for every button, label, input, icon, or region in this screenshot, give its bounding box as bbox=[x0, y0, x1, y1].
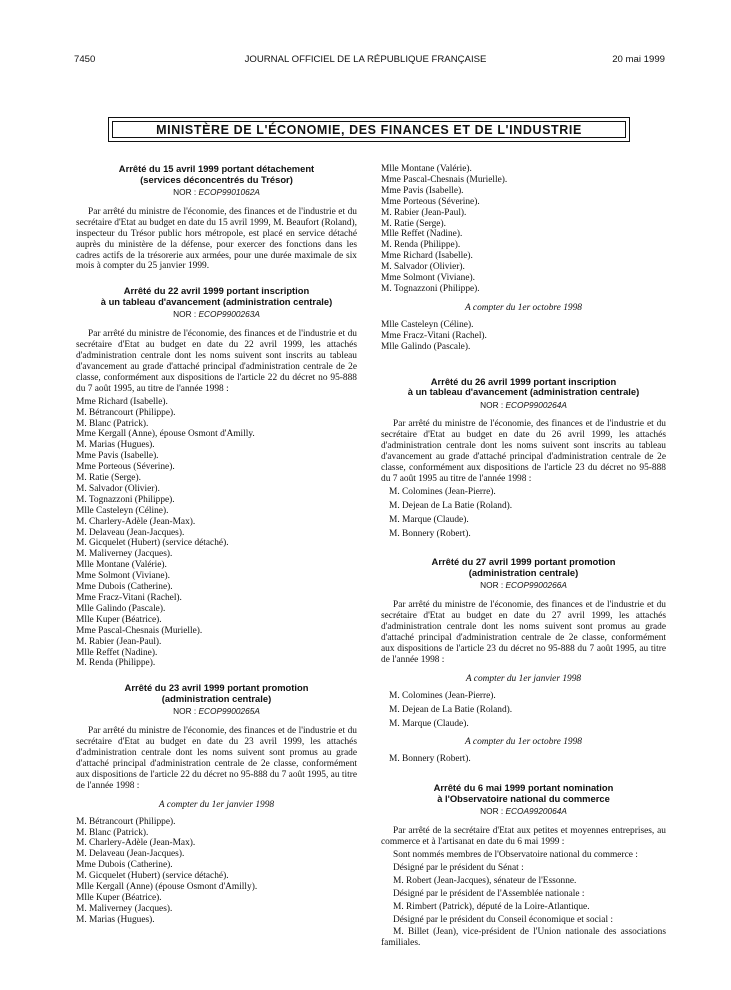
ministry-title: MINISTÈRE DE L'ÉCONOMIE, DES FINANCES ET DE L'INDUSTRIE bbox=[112, 121, 626, 138]
person-name: M. Dejean de La Batie (Roland). bbox=[389, 704, 513, 715]
decision-text: Par arrêté du ministre de l'économie, des finances et de l'industrie et du secrétaire d'Etat au budget en date du 15 avril 1999, M. Beaufort (Roland), inspecteur du Trésor public hors métropole, est placé en service détaché auprès du ministère de la défense, pour exercer des fonctions dans les cadres actifs de la trésorerie aux armées, pour une durée maximale de six mois à compter du 25 janvier 1999. bbox=[76, 206, 357, 272]
person-name: M. Bétrancourt (Philippe). bbox=[76, 407, 176, 418]
person-name: Mme Dubois (Catherine). bbox=[76, 860, 173, 871]
name-list bbox=[76, 397, 357, 670]
person-name: M. Charlery-Adèle (Jean-Max). bbox=[76, 516, 196, 527]
page-number: 7450 bbox=[74, 54, 96, 65]
arrete-26-avril bbox=[381, 377, 666, 540]
appointment-lines bbox=[381, 850, 666, 949]
person-name: M. Bonnery (Robert). bbox=[389, 754, 471, 765]
person-name: M. Marque (Claude). bbox=[389, 514, 469, 525]
appointment-line: Sont nommés membres de l'Observatoire national du commerce : bbox=[393, 849, 638, 860]
person-name: Mme Dubois (Catherine). bbox=[76, 582, 173, 593]
appointment-line: M. Robert (Jean-Jacques), sénateur de l'Essonne. bbox=[393, 875, 577, 886]
person-name: M. Delaveau (Jean-Jacques). bbox=[76, 849, 185, 860]
person-name: Mme Pavis (Isabelle). bbox=[381, 185, 464, 196]
appointment-line: Désigné par le président du Conseil économique et social : bbox=[393, 914, 613, 925]
person-name: M. Colomines (Jean-Pierre). bbox=[389, 690, 496, 701]
appointment-line: M. Rimbert (Patrick), député de la Loire-Atlantique. bbox=[393, 901, 590, 912]
arrete-6-mai bbox=[381, 783, 666, 949]
nor-reference: NOR : ECOP9900264A bbox=[480, 399, 567, 410]
decision-text: Par arrêté du ministre de l'économie, des finances et de l'industrie et du secrétaire d'Etat au budget en date du 26 avril 1999, les attachés d'administration centrale dont les noms suivent sont inscrits au tableau d'avancement au grade d'attaché principal d'administration centrale de 2e classe, conformément aux dispositions de l'article 23 du décret no 95-888 du 7 août 1995 au titre de l'année 1998 : bbox=[381, 419, 666, 484]
nor-reference: NOR : ECOP9900265A bbox=[173, 706, 260, 717]
name-list bbox=[381, 754, 666, 765]
person-name: Mlle Kuper (Béatrice). bbox=[76, 614, 162, 625]
section-title: Arrêté du 15 avril 1999 portant détachement (services déconcentrés du Trésor) bbox=[118, 163, 315, 185]
effective-date-caption: A compter du 1er janvier 1998 bbox=[465, 673, 582, 684]
person-name: M. Charlery-Adèle (Jean-Max). bbox=[76, 838, 196, 849]
person-name: M. Marque (Claude). bbox=[389, 718, 469, 729]
person-name: Mlle Galindo (Pascale). bbox=[76, 603, 166, 614]
person-name: M. Delaveau (Jean-Jacques). bbox=[76, 527, 185, 538]
effective-date-caption: A compter du 1er octobre 1998 bbox=[465, 737, 582, 748]
name-list-continued-2 bbox=[381, 320, 666, 353]
effective-date-caption: A compter du 1er octobre 1998 bbox=[465, 302, 582, 313]
person-name: M. Salvador (Olivier). bbox=[76, 483, 160, 494]
person-name: Mlle Casteleyn (Céline). bbox=[381, 319, 474, 330]
person-name: M. Renda (Philippe). bbox=[76, 658, 156, 669]
arrete-27-avril bbox=[381, 557, 666, 765]
person-name: Mme Pavis (Isabelle). bbox=[76, 451, 159, 462]
person-name: Mlle Kergall (Anne) (épouse Osmont d'Amilly). bbox=[76, 882, 258, 893]
person-name: Mme Solmont (Viviane). bbox=[381, 273, 475, 284]
person-name: M. Marias (Hugues). bbox=[76, 440, 155, 451]
person-name: M. Blanc (Patrick). bbox=[76, 418, 149, 429]
person-name: Mlle Reffet (Nadine). bbox=[76, 647, 158, 658]
right-column bbox=[381, 164, 666, 963]
appointment-line: M. Billet (Jean), vice-président de l'Union nationale des associations familiales. bbox=[381, 927, 666, 949]
person-name: Mme Solmont (Viviane). bbox=[76, 571, 170, 582]
person-name: M. Marias (Hugues). bbox=[76, 914, 155, 925]
person-name: Mlle Galindo (Pascale). bbox=[381, 341, 471, 352]
person-name: M. Gicquelet (Hubert) (service détaché). bbox=[76, 538, 229, 549]
ministry-banner bbox=[108, 117, 630, 142]
person-name: M. Maliverney (Jacques). bbox=[76, 549, 173, 560]
nor-reference: NOR : ECOP9900263A bbox=[173, 309, 260, 320]
person-name: M. Rabier (Jean-Paul). bbox=[76, 636, 162, 647]
person-name: Mlle Reffet (Nadine). bbox=[381, 229, 463, 240]
person-name: M. Renda (Philippe). bbox=[381, 240, 461, 251]
arrete-23-avril bbox=[76, 683, 357, 925]
person-name: Mme Pascal-Chesnais (Murielle). bbox=[76, 625, 203, 636]
decision-text: Par arrêté du ministre de l'économie, des finances et de l'industrie et du secrétaire d'Etat au budget en date du 22 avril 1999, les attachés d'administration centrale dont les noms suivent sont inscrits au tableau d'avancement au grade d'attaché principal d'administration centrale de 2e classe, conformément aux dispositions de l'article 22 du décret no 95-888 du 7 août 1995, au titre de l'année 1998 : bbox=[76, 329, 357, 394]
person-name: Mme Porteous (Séverine). bbox=[381, 196, 480, 207]
section-title: Arrêté du 22 avril 1999 portant inscription à un tableau d'avancement (administration centrale) bbox=[100, 285, 333, 307]
person-name: Mme Fracz-Vitani (Rachel). bbox=[76, 593, 182, 603]
name-list bbox=[76, 817, 357, 926]
decision-text: Par arrêté de la secrétaire d'Etat aux petites et moyennes entreprises, au commerce et à l'artisanat en date du 6 mai 1999 : bbox=[381, 826, 666, 848]
person-name: M. Gicquelet (Hubert) (service détaché). bbox=[76, 871, 229, 882]
appointment-line: Désigné par le président du Sénat : bbox=[393, 862, 524, 873]
decision-text: Par arrêté du ministre de l'économie, des finances et de l'industrie et du secrétaire d'Etat au budget en date du 23 avril 1999, les attachés d'administration centrale dont les noms suivent sont promus au grade d'attaché principal d'administration centrale de 2e classe, conformément aux dispositions de l'article 22 du décret no 95-888 du 7 août 1995, au titre de l'année 1998 : bbox=[76, 726, 357, 791]
nor-reference: NOR : ECOP9901062A bbox=[173, 187, 260, 197]
person-name: Mme Richard (Isabelle). bbox=[76, 396, 168, 407]
appointment-line: Désigné par le président de l'Assemblée nationale : bbox=[393, 888, 585, 899]
left-column bbox=[76, 164, 357, 940]
person-name: M. Dejean de La Batie (Roland). bbox=[389, 500, 513, 511]
section-title: Arrêté du 27 avril 1999 portant promotion (administration centrale) bbox=[431, 556, 616, 578]
person-name: M. Rabier (Jean-Paul). bbox=[381, 207, 467, 218]
person-name: Mme Kergall (Anne), épouse Osmont d'Amilly. bbox=[76, 429, 255, 440]
name-list bbox=[381, 691, 666, 730]
person-name: Mlle Casteleyn (Céline). bbox=[76, 505, 169, 516]
person-name: Mme Fracz-Vitani (Rachel). bbox=[381, 330, 487, 341]
name-list-continued bbox=[381, 164, 666, 295]
person-name: Mme Porteous (Séverine). bbox=[76, 462, 175, 473]
person-name: M. Ratie (Serge). bbox=[381, 218, 446, 229]
decision-text: Par arrêté du ministre de l'économie, des finances et de l'industrie et du secrétaire d'Etat au budget en date du 27 avril 1999, les attachés d'administration centrale dont les noms suivent sont promus au grade d'attaché principal d'administration centrale de 2e classe, conformément aux dispositions de l'article 23 du décret no 95-888 du 7 août 1995, au titre de l'année 1998 : bbox=[381, 600, 666, 665]
name-list bbox=[381, 487, 666, 540]
person-name: M. Maliverney (Jacques). bbox=[76, 903, 173, 914]
arrete-22-avril bbox=[76, 286, 357, 669]
person-name: Mlle Montane (Valérie). bbox=[76, 560, 167, 571]
person-name: M. Ratie (Serge). bbox=[76, 473, 141, 484]
person-name: Mme Richard (Isabelle). bbox=[381, 251, 473, 262]
arrete-15-avril bbox=[76, 164, 357, 272]
section-title: Arrêté du 26 avril 1999 portant inscription à un tableau d'avancement (administration centrale) bbox=[407, 375, 640, 397]
person-name: M. Colomines (Jean-Pierre). bbox=[389, 486, 496, 497]
section-title: Arrêté du 6 mai 1999 portant nomination à l'Observatoire national du commerce bbox=[433, 782, 614, 804]
section-title: Arrêté du 23 avril 1999 portant promotion (administration centrale) bbox=[124, 682, 309, 704]
person-name: M. Blanc (Patrick). bbox=[76, 827, 149, 838]
person-name: M. Tognazzoni (Philippe). bbox=[381, 283, 480, 294]
page-header bbox=[0, 54, 731, 66]
person-name: M. Salvador (Olivier). bbox=[381, 262, 465, 273]
person-name: M. Tognazzoni (Philippe). bbox=[76, 494, 175, 505]
person-name: M. Bétrancourt (Philippe). bbox=[76, 816, 176, 827]
nor-reference: NOR : ECOP9900266A bbox=[480, 580, 567, 591]
issue-date: 20 mai 1999 bbox=[612, 54, 665, 65]
person-name: Mlle Montane (Valérie). bbox=[381, 164, 472, 174]
effective-date-caption: A compter du 1er janvier 1998 bbox=[158, 799, 275, 810]
person-name: Mlle Kuper (Béatrice). bbox=[76, 892, 162, 903]
person-name: Mme Pascal-Chesnais (Murielle). bbox=[381, 174, 508, 185]
nor-reference: NOR : ECOA9920064A bbox=[480, 806, 567, 817]
journal-title: JOURNAL OFFICIEL DE LA RÉPUBLIQUE FRANÇAISE bbox=[244, 54, 487, 65]
person-name: M. Bonnery (Robert). bbox=[389, 528, 471, 539]
